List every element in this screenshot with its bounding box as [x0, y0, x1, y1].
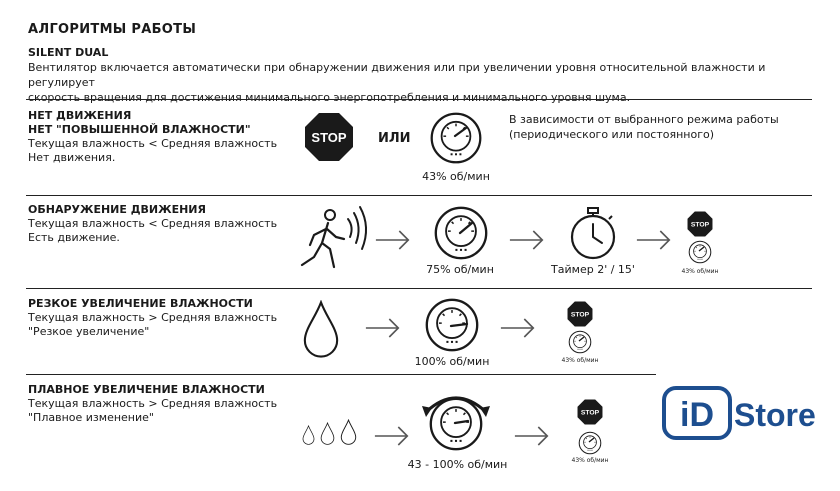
- speedometer-icon: [568, 330, 592, 354]
- speedometer-icon: [424, 297, 480, 353]
- water-drop-icon: [302, 300, 340, 358]
- section-smooth-humidity-increase: [28, 383, 277, 425]
- divider: [26, 99, 812, 100]
- stop-sign-icon: [304, 112, 354, 162]
- motion-condition: Нет движения.: [28, 151, 116, 164]
- water-drops-icon: [302, 419, 358, 445]
- person-walking-icon: [300, 205, 372, 271]
- intro-line-2: скорость вращения для достижения минимального энергопотребления и минимального уровня шума.: [28, 91, 631, 104]
- section-title: РЕЗКОЕ УВЕЛИЧЕНИЕ ВЛАЖНОСТИ: [28, 297, 253, 310]
- speedometer-icon: [429, 111, 483, 165]
- logo-letters: iD: [680, 396, 714, 434]
- speedometer-icon: [688, 240, 712, 264]
- section-sharp-humidity-increase: [28, 297, 277, 339]
- humidity-condition: Текущая влажность < Средняя влажность: [28, 217, 278, 230]
- speedometer-icon: [433, 205, 489, 261]
- mode-name: SILENT DUAL: [28, 46, 109, 59]
- or-label: ИЛИ: [378, 131, 411, 146]
- humidity-condition: Текущая влажность < Средняя влажность: [28, 137, 278, 150]
- small-speed-caption: 43% об/мин: [681, 268, 719, 275]
- divider: [26, 374, 656, 375]
- speedometer-icon: [578, 431, 602, 455]
- note-line-2: (периодического или постоянного): [509, 128, 715, 141]
- arrow-right-icon: [636, 229, 672, 251]
- note-line-1: В зависимости от выбранного режима работы: [509, 113, 779, 126]
- arrow-right-icon: [514, 425, 550, 447]
- section-title: НЕТ ДВИЖЕНИЯ: [28, 109, 132, 122]
- speed-caption: 43 - 100% об/мин: [407, 458, 508, 471]
- timer-caption: Таймер 2' / 15': [551, 263, 635, 276]
- page-title: АЛГОРИТМЫ РАБОТЫ: [28, 22, 197, 37]
- section-motion-detected: [28, 203, 277, 245]
- arrow-right-icon: [374, 425, 410, 447]
- motion-waves-icon: [348, 207, 366, 249]
- intro-line-1: Вентилятор включается автоматически при обнаружении движения или при увеличении уровня относительной влажности и регулирует: [28, 61, 766, 89]
- speedometer-icon: [420, 390, 492, 454]
- change-type: "Плавное изменение": [28, 411, 154, 424]
- divider: [26, 288, 812, 289]
- section-title: НЕТ "ПОВЫШЕННОЙ ВЛАЖНОСТИ": [28, 123, 251, 136]
- change-type: "Резкое увеличение": [28, 325, 150, 338]
- small-speed-caption: 43% об/мин: [571, 457, 609, 464]
- arrow-right-icon: [365, 317, 401, 339]
- motion-condition: Есть движение.: [28, 231, 120, 244]
- arrow-right-icon: [509, 229, 545, 251]
- section-no-motion: [28, 109, 277, 165]
- idstore-logo: [662, 384, 832, 444]
- speed-caption: 75% об/мин: [426, 263, 494, 276]
- stopwatch-icon: [567, 205, 619, 261]
- section-title: ПЛАВНОЕ УВЕЛИЧЕНИЕ ВЛАЖНОСТИ: [28, 383, 265, 396]
- stop-sign-icon: [567, 301, 593, 327]
- small-speed-caption: 43% об/мин: [561, 357, 599, 364]
- mode-note: [509, 112, 779, 142]
- stop-sign-icon: [687, 211, 713, 237]
- divider: [26, 195, 812, 196]
- humidity-condition: Текущая влажность > Средняя влажность: [28, 397, 278, 410]
- arrow-right-icon: [375, 229, 411, 251]
- arrow-right-icon: [500, 317, 536, 339]
- logo-word: Store: [734, 397, 816, 433]
- speed-caption: 100% об/мин: [414, 355, 490, 368]
- speed-caption: 43% об/мин: [422, 170, 490, 183]
- section-title: ОБНАРУЖЕНИЕ ДВИЖЕНИЯ: [28, 203, 206, 216]
- stop-sign-icon: [577, 399, 603, 425]
- humidity-condition: Текущая влажность > Средняя влажность: [28, 311, 278, 324]
